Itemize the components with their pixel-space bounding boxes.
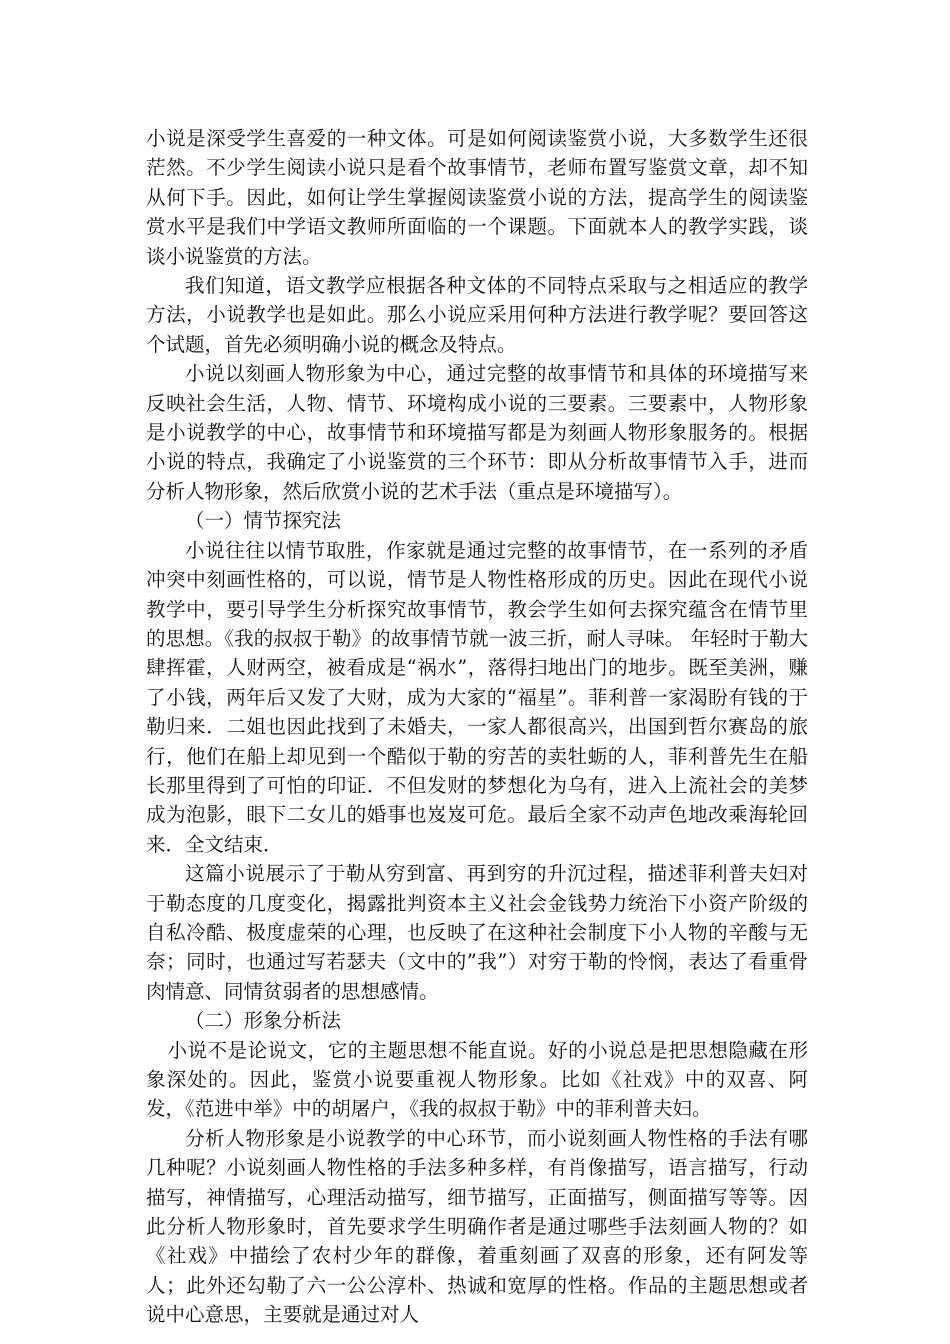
paragraph-story-theme: 这篇小说展示了于勒从穷到富、再到穷的升沉过程，描述菲利普夫妇对于勒态度的几度变化，揭露批判资本主义社会金钱势力统治下小资产阶级的自私冷酷、极度虚荣的心理，也反映了在这种社会制度下小人物的辛酸与无奈；同时，也通过写若瑟夫（文中的”我”）对穷于勒的怜悯，表达了看重骨肉情意、同情贫弱者的思想感情。 [146,862,808,1003]
document-page [146,124,808,1330]
paragraph-plot-analysis: 小说往往以情节取胜，作家就是通过完整的故事情节，在一系列的矛盾冲突中刻画性格的，可以说，情节是人物性格形成的历史。因此在现代小说教学中，要引导学生分析探究故事情节，教会学生如何去探究蕴含在情节里的思想。《我的叔叔于勒》的故事情节就一波三折，耐人寻味。 年轻时于勒大肆挥霍，人财两空，被看成是“祸水”，落得扫地出门的地步。既至美洲，赚了小钱，两年后又发了大财，成为大家的“福星”。菲利普一家渴盼有钱的于勒归来．二姐也因此找到了未婚夫，一家人都很高兴，出国到哲尔赛岛的旅行，他们在船上却见到一个酷似于勒的穷苦的卖牡蛎的人，菲利普先生在船长那里得到了可怕的印证．不但发财的梦想化为乌有，进入上流社会的美梦成为泡影，眼下二女儿的婚事也岌岌可危。最后全家不动声色地改乘海轮回来．全文结束． [146,538,808,856]
section-heading-plot: （一）情节探究法 [185,509,342,533]
paragraph-character-techniques: 分析人物形象是小说教学的中心环节，而小说刻画人物性格的手法有哪几种呢？小说刻画人物性格的手法多种多样，有肖像描写，语言描写，行动描写，神情描写，心理活动描写，细节描写，正面描写，侧面描写等等。因此分析人物形象时，首先要求学生明确作者是通过哪些手法刻画人物的？如《社戏》中描绘了农村少年的群像，着重刻画了双喜的形象，还有阿发等人；此外还勾勒了六一公公淳朴、热诚和宽厚的性格。作品的主题思想或者说中心意思，主要就是通过对人 [146,1126,808,1327]
section-heading-character: （二）形象分析法 [185,1009,342,1033]
paragraph-novel-features: 小说以刻画人物形象为中心，通过完整的故事情节和具体的环境描写来反映社会生活，人物、情节、环境构成小说的三要素。三要素中，人物形象是小说教学的中心，故事情节和环境描写都是为刻画人物形象服务的。根据小说的特点，我确定了小说鉴赏的三个环节：即从分析故事情节入手，进而分析人物形象，然后欣赏小说的艺术手法（重点是环境描写）。 [146,362,808,503]
paragraph-character-importance: 小说不是论说文，它的主题思想不能直说。好的小说总是把思想隐藏在形象深处的。因此，鉴赏小说要重视人物形象。比如《社戏》中的双喜、阿发，《范进中举》中的胡屠户，《我的叔叔于勒》中的菲利普夫妇。 [146,1038,808,1121]
paragraph-teaching-method: 我们知道，语文教学应根据各种文体的不同特点采取与之相适应的教学方法，小说教学也是如此。那么小说应采用何种方法进行教学呢？要回答这个试题，首先必须明确小说的概念及特点。 [146,274,808,356]
paragraph-intro: 小说是深受学生喜爱的一种文体。可是如何阅读鉴赏小说，大多数学生还很茫然。不少学生阅读小说只是看个故事情节，老师布置写鉴赏文章，却不知从何下手。因此，如何让学生掌握阅读鉴赏小说的方法，提高学生的阅读鉴赏水平是我们中学语文教师所面临的一个课题。下面就本人的教学实践，谈谈小说鉴赏的方法。 [146,127,808,268]
